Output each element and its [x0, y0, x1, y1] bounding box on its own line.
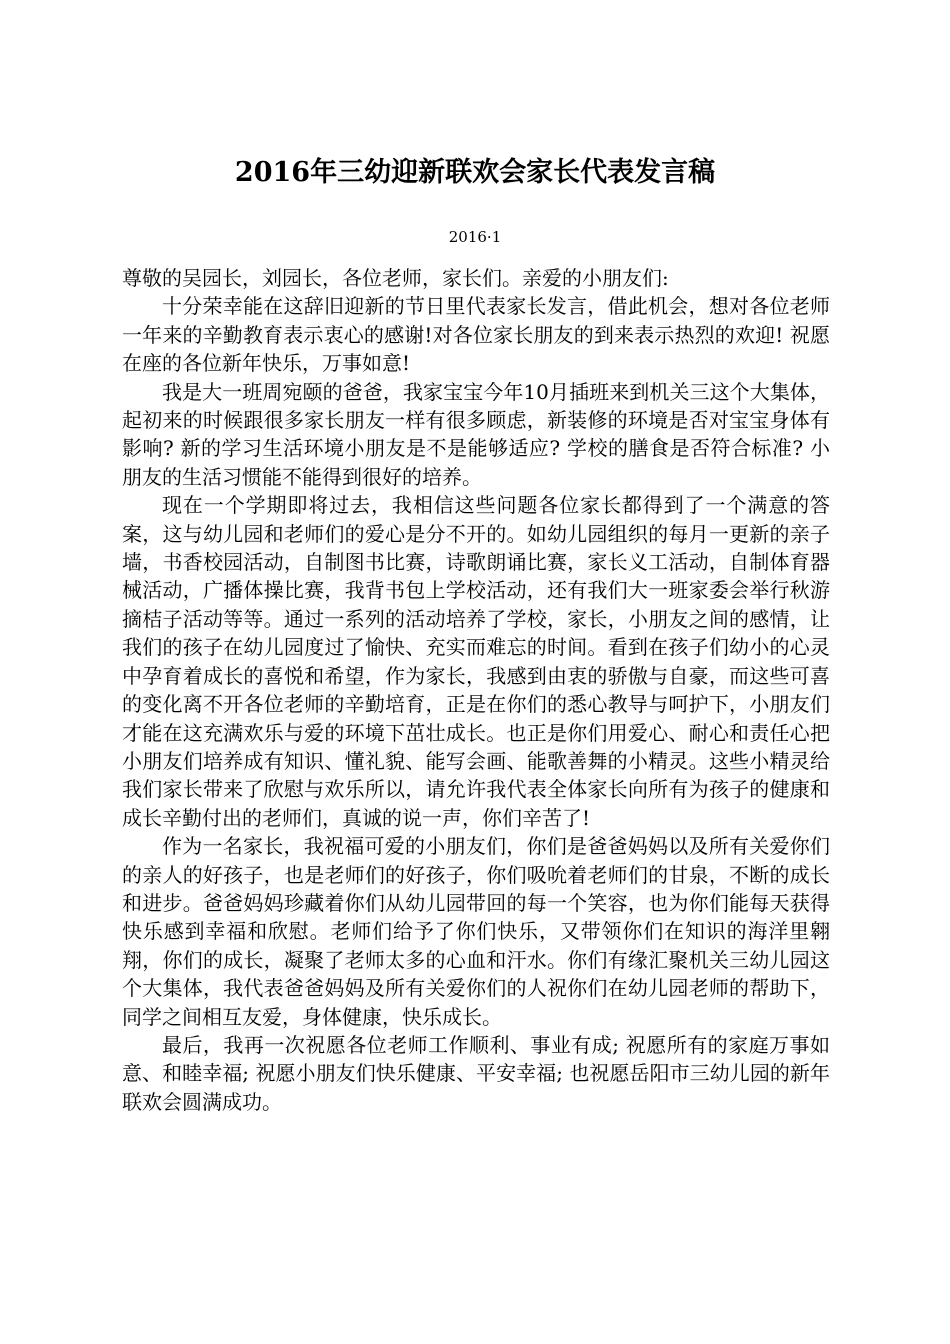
paragraph-3: 现在一个学期即将过去，我相信这些问题各位家长都得到了一个满意的答案，这与幼儿园和老师们的爱心是分不开的。如幼儿园组织的每月一更新的亲子墙，书香校园活动，自制图书比赛，诗歌朗诵比赛，家长义工活动，自制体育器械活动，广播体操比赛，我背书包上学校活动，还有我们大一班家委会举行秋游摘桔子活动等等。通过一系列的活动培养了学校，家长，小朋友之间的感情，让我们的孩子在幼儿园度过了愉快、充实而难忘的时间。看到在孩子们幼小的心灵中孕育着成长的喜悦和希望，作为家长，我感到由衷的骄傲与自豪，而这些可喜的变化离不开各位老师的辛勤培育，正是在你们的悉心教导与呵护下，小朋友们才能在这充满欢乐与爱的环境下茁壮成长。也正是你们用爱心、耐心和责任心把小朋友们培养成有知识、懂礼貌、能写会画、能歌善舞的小精灵。这些小精灵给我们家长带来了欣慰与欢乐所以，请允许我代表全体家长向所有为孩子的健康和成长辛勤付出的老师们，真诚的说一声，你们辛苦了! — [122, 493, 830, 830]
document-title: 2016年三幼迎新联欢会家长代表发言稿 — [234, 157, 716, 188]
paragraph-1: 十分荣幸能在这辞旧迎新的节日里代表家长发言，借此机会，想对各位老师一年来的辛勤教育表示衷心的感谢!对各位家长朋友的到来表示热烈的欢迎! 祝愿在座的各位新年快乐，万事如意! — [122, 294, 830, 376]
salutation: 尊敬的吴园长，刘园长，各位老师，家长们。亲爱的小朋友们: — [122, 266, 669, 290]
document-body — [122, 264, 830, 1116]
paragraph-4: 作为一名家长，我祝福可爱的小朋友们，你们是爸爸妈妈以及所有关爱你们的亲人的好孩子，也是老师们的好孩子，你们吸吮着老师们的甘泉，不断的成长和进步。爸爸妈妈珍藏着你们从幼儿园带回的每一个笑容，也为你们能每天获得快乐感到幸福和欣慰。老师们给予了你们快乐，又带领你们在知识的海洋里翱翔，你们的成长，凝聚了老师太多的心血和汗水。你们有缘汇聚机关三幼儿园这个大集体，我代表爸爸妈妈及所有关爱你们的人祝你们在幼儿园老师的帮助下，同学之间相互友爱，身体健康，快乐成长。 — [122, 834, 830, 1029]
paragraph-2: 我是大一班周宛颐的爸爸，我家宝宝今年10月插班来到机关三这个大集体，起初来的时候跟很多家长朋友一样有很多顾虑，新装修的环境是否对宝宝身体有影响? 新的学习生活环境小朋友是不是能够适应? 学校的膳食是否符合标准? 小朋友的生活习惯能不能得到很好的培养。 — [122, 379, 830, 489]
paragraph-5: 最后，我再一次祝愿各位老师工作顺利、事业有成; 祝愿所有的家庭万事如意、和睦幸福; 祝愿小朋友们快乐健康、平安幸福; 也祝愿岳阳市三幼儿园的新年联欢会圆满成功。 — [122, 1032, 830, 1114]
document-date: 2016·1 — [448, 228, 502, 246]
